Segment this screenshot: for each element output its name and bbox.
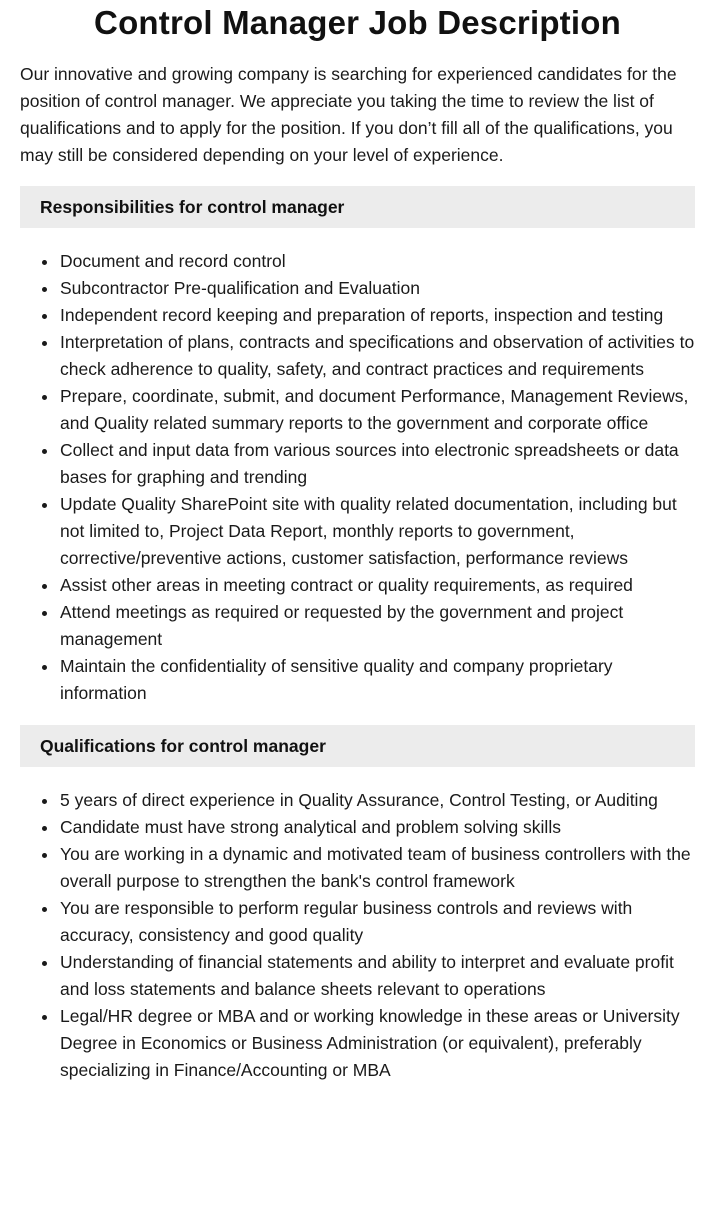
list-item: Candidate must have strong analytical and problem solving skills [20,814,695,841]
list-item: 5 years of direct experience in Quality Assurance, Control Testing, or Auditing [20,787,695,814]
qualifications-list [20,787,695,1084]
list-item: Document and record control [20,248,695,275]
list-item: You are responsible to perform regular business controls and reviews with accuracy, consistency and good quality [20,895,695,949]
list-item: Independent record keeping and preparation of reports, inspection and testing [20,302,695,329]
list-item: Prepare, coordinate, submit, and document Performance, Management Reviews, and Quality related summary reports to the government and corporate office [20,383,695,437]
list-item: Legal/HR degree or MBA and or working knowledge in these areas or University Degree in Economics or Business Administration (or equivalent), preferably specializing in Finance/Accounting or MBA [20,1003,695,1084]
list-item: Assist other areas in meeting contract or quality requirements, as required [20,572,695,599]
list-item: Update Quality SharePoint site with quality related documentation, including but not limited to, Project Data Report, monthly reports to government, corrective/preventive actions, customer satisfaction, performance reviews [20,491,695,572]
list-item: Maintain the confidentiality of sensitive quality and company proprietary information [20,653,695,707]
list-item: Understanding of financial statements and ability to interpret and evaluate profit and loss statements and balance sheets relevant to operations [20,949,695,1003]
responsibilities-list [20,248,695,707]
qualifications-heading: Qualifications for control manager [20,725,695,767]
list-item: Interpretation of plans, contracts and specifications and observation of activities to check adherence to quality, safety, and contract practices and requirements [20,329,695,383]
intro-paragraph: Our innovative and growing company is searching for experienced candidates for the position of control manager. We appreciate you taking the time to review the list of qualifications and to apply for the position. If you don’t fill all of the qualifications, you may still be considered depending on your level of experience. [20,64,677,165]
page-title: Control Manager Job Description [94,4,621,41]
list-item: Collect and input data from various sources into electronic spreadsheets or data bases for graphing and trending [20,437,695,491]
responsibilities-heading: Responsibilities for control manager [20,186,695,228]
list-item: Attend meetings as required or requested by the government and project management [20,599,695,653]
list-item: You are working in a dynamic and motivated team of business controllers with the overall purpose to strengthen the bank's control framework [20,841,695,895]
list-item: Subcontractor Pre-qualification and Evaluation [20,275,695,302]
